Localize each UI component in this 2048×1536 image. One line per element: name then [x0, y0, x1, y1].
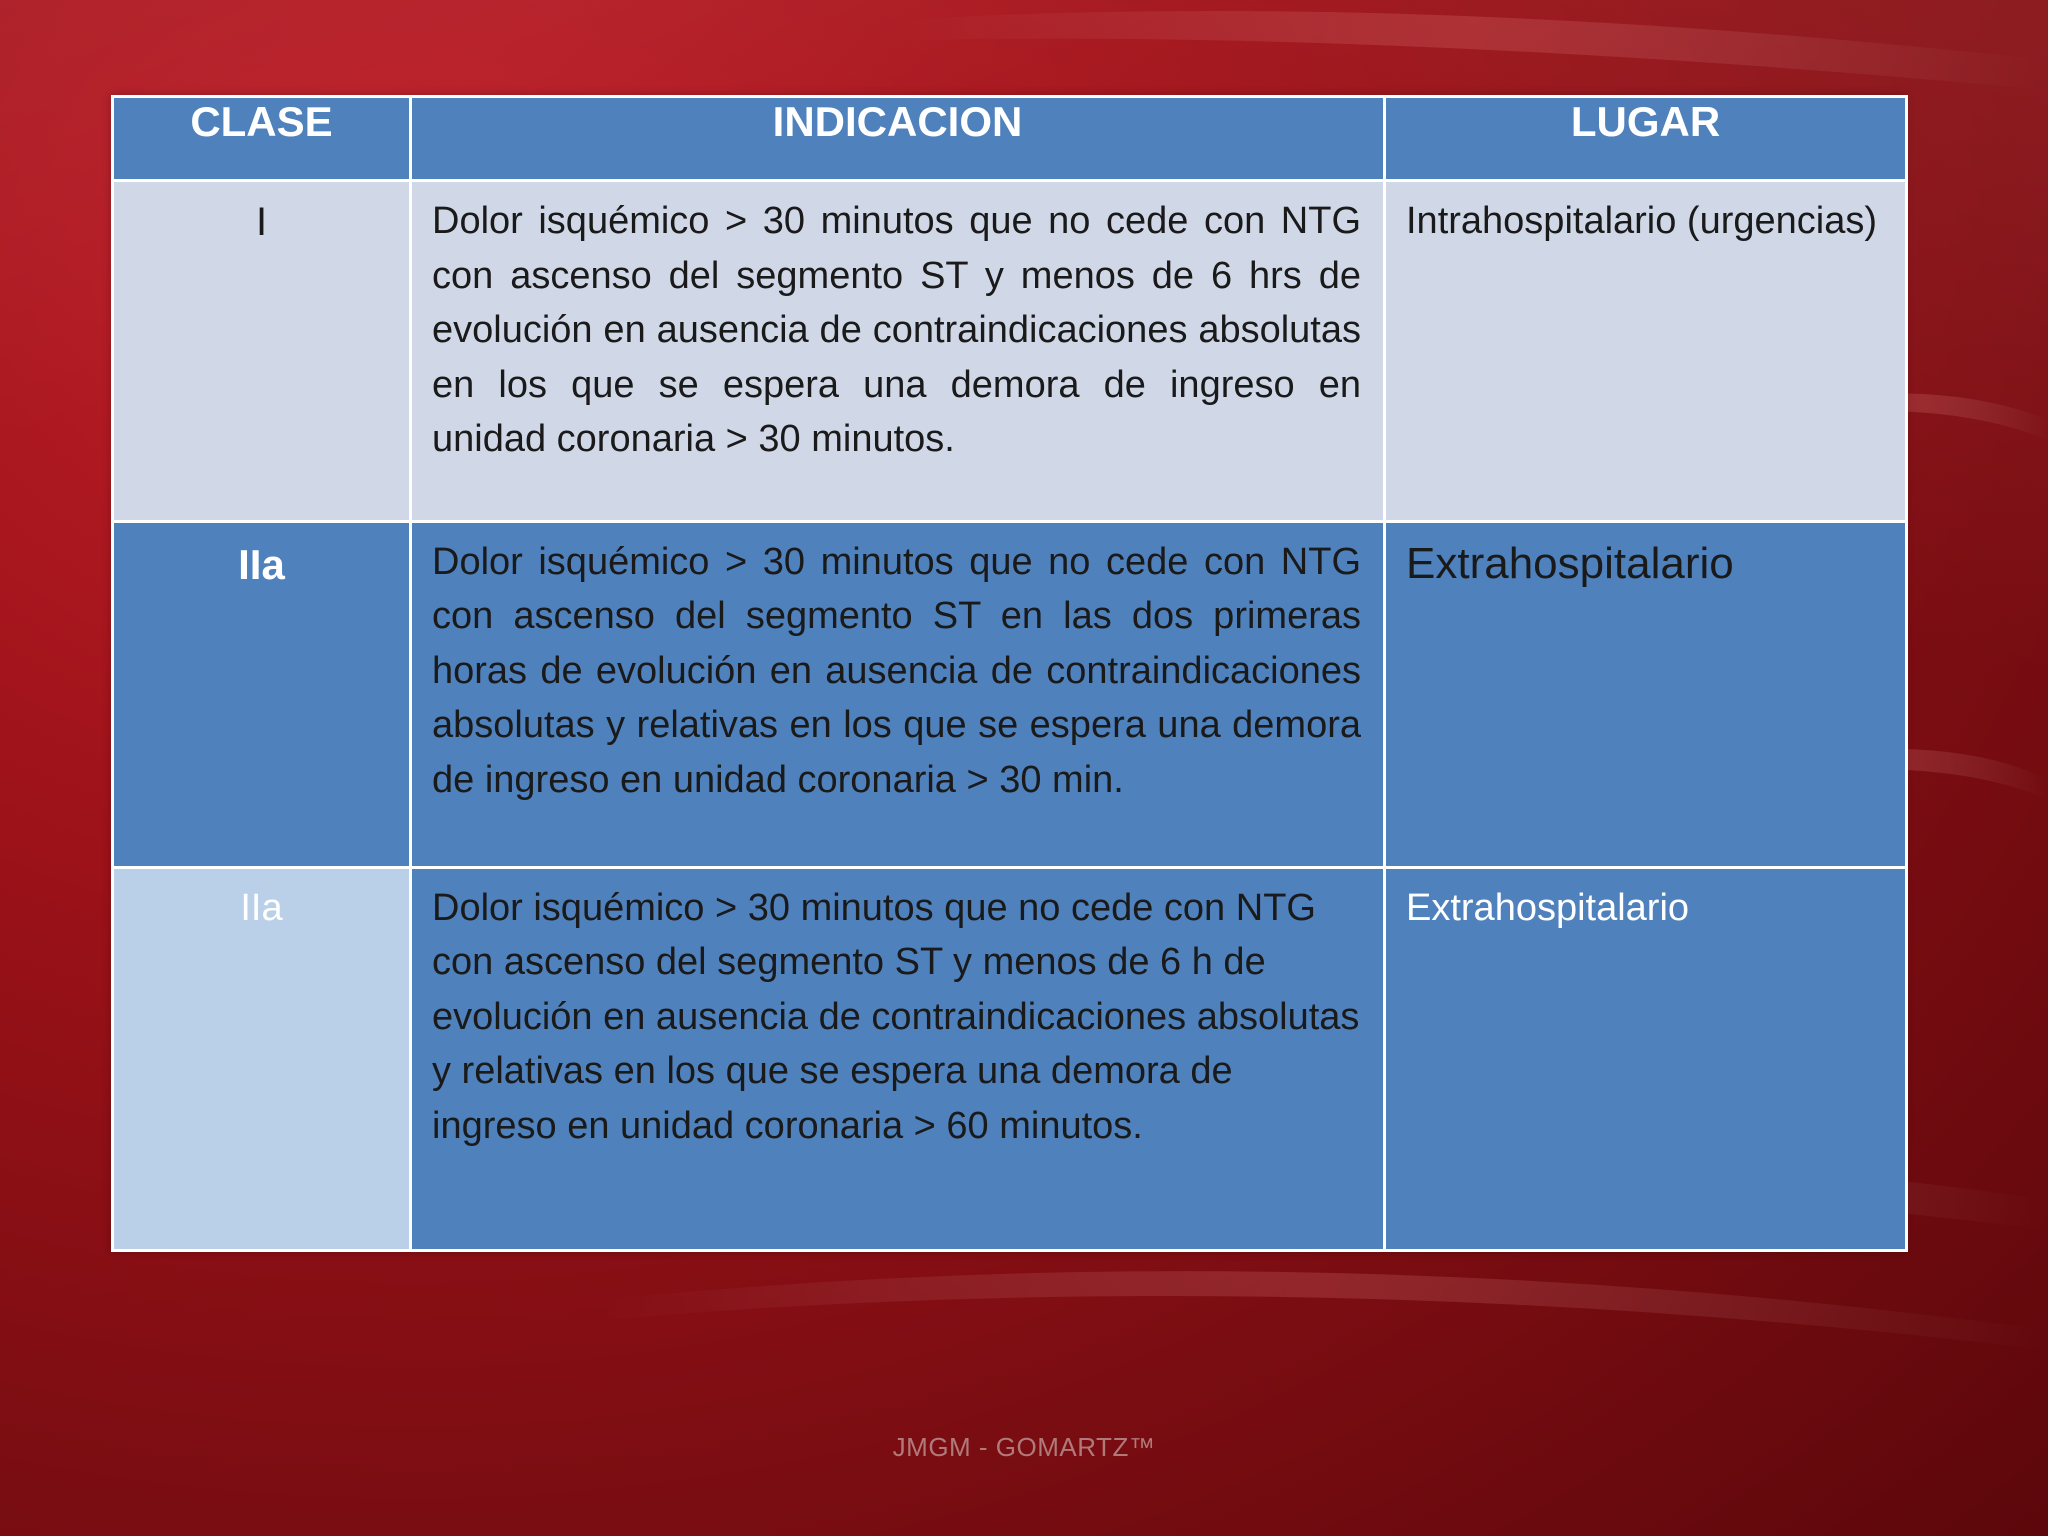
table-row — [113, 521, 1907, 867]
clase-cell — [113, 181, 411, 522]
clase-value: I — [255, 200, 268, 244]
lugar-cell — [1385, 521, 1907, 867]
indications-table — [111, 95, 1908, 1252]
lugar-value: Intrahospitalario (urgencias) — [1406, 200, 1878, 242]
table-row — [113, 867, 1907, 1250]
indicacion-cell — [411, 181, 1385, 522]
indicacion-cell — [411, 867, 1385, 1250]
header-lugar: LUGAR — [1385, 97, 1907, 181]
indicacion-value: Dolor isquémico > 30 minutos que no cede con NTG con ascenso del segmento ST y menos de 6 h de evolución en ausencia de contraindicaciones absolutas y relativas en los que se espera una demora de ingreso en unidad coronaria > 60 minutos. — [432, 886, 1360, 1147]
indicacion-value: Dolor isquémico > 30 minutos que no cede con NTG con ascenso del segmento ST en las dos primeras horas de evolución en ausencia de contraindicaciones absolutas y relativas en los que se espera una demora de ingreso en unidad coronaria > 30 min. — [432, 540, 1361, 801]
header-clase: CLASE — [113, 97, 411, 181]
indicacion-value: Dolor isquémico > 30 minutos que no cede con NTG con ascenso del segmento ST y menos de 6 hrs de evolución en ausencia de contraindicaciones absolutas en los que se espera una demora de ingreso en unidad coronaria > 30 minutos. — [432, 200, 1361, 460]
lugar-cell — [1385, 867, 1907, 1250]
footer-credit: JMGM - GOMARTZ™ — [892, 1432, 1156, 1462]
lugar-value: Extrahospitalario — [1406, 538, 1734, 588]
clase-value: IIa — [240, 886, 283, 929]
table-header-row — [113, 97, 1907, 181]
lugar-cell — [1385, 181, 1907, 522]
table-row — [113, 181, 1907, 522]
header-indicacion: INDICACION — [411, 97, 1385, 181]
clase-cell — [113, 867, 411, 1250]
clase-value: IIa — [238, 540, 285, 588]
clase-cell — [113, 521, 411, 867]
indicacion-cell — [411, 521, 1385, 867]
indications-table-container — [111, 95, 1905, 1252]
lugar-value: Extrahospitalario — [1406, 886, 1690, 929]
